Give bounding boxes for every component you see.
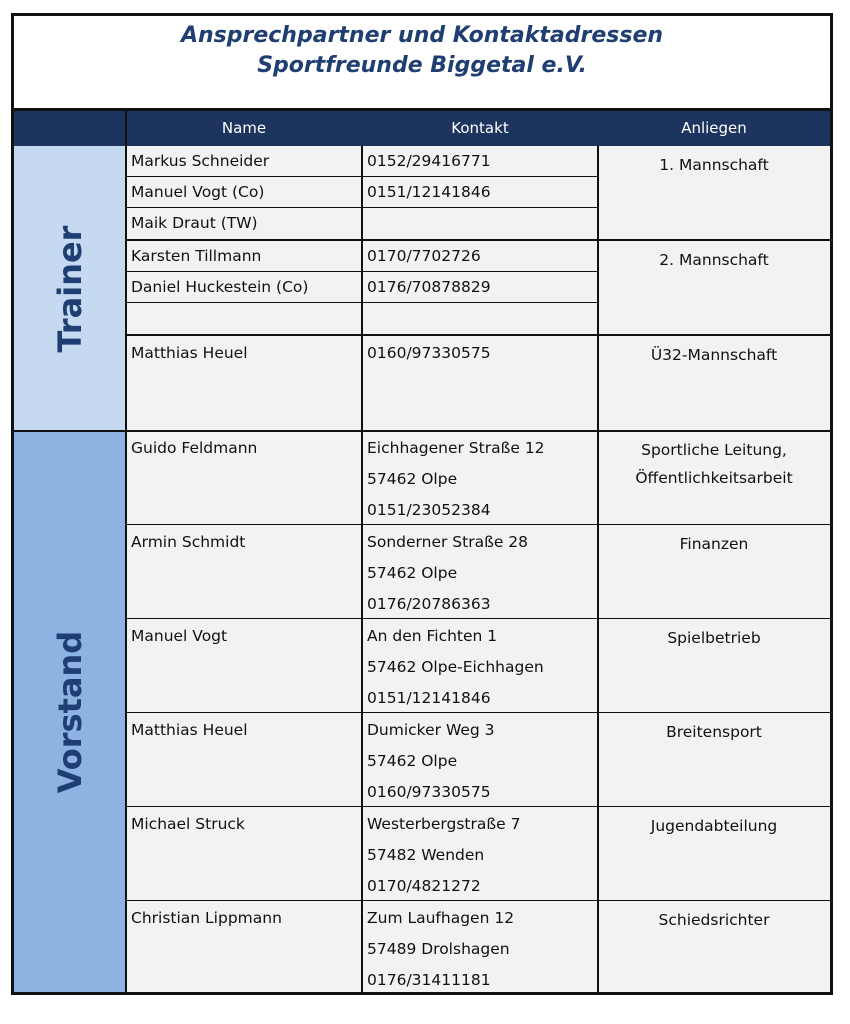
board-concern-cell: Spielbetrieb xyxy=(598,619,830,713)
address-city: 57462 Olpe xyxy=(367,564,458,582)
row-divider xyxy=(126,207,598,208)
column-header-contact: Kontakt xyxy=(362,111,598,146)
address-street: Dumicker Weg 3 xyxy=(367,721,495,739)
trainer-phone-cell: 0160/97330575 xyxy=(362,336,598,431)
team-concern-cell: 1. Mannschaft xyxy=(598,146,830,239)
board-address-cell xyxy=(362,619,598,713)
group-divider xyxy=(126,334,830,336)
row-divider xyxy=(126,900,830,901)
vorstand-label-text: Vorstand xyxy=(51,630,89,793)
board-name-cell xyxy=(126,525,362,619)
address-phone: 0151/12141846 xyxy=(367,689,491,707)
team-concern-cell: 2. Mannschaft xyxy=(598,241,830,334)
row-divider xyxy=(126,524,830,525)
board-name-cell xyxy=(126,619,362,713)
board-address-cell xyxy=(362,525,598,619)
address-city: 57462 Olpe-Eichhagen xyxy=(367,658,544,676)
board-concern-cell: Finanzen xyxy=(598,525,830,619)
address-phone: 0160/97330575 xyxy=(367,783,491,801)
page-title: Ansprechpartner und Kontaktadressen xyxy=(180,23,664,48)
address-street: Zum Laufhagen 12 xyxy=(367,909,515,927)
board-concern-cell: Breitensport xyxy=(598,713,830,807)
address-city: 57482 Wenden xyxy=(367,846,485,864)
trainer-name-cell: Markus Schneider xyxy=(126,146,362,177)
address-street: An den Fichten 1 xyxy=(367,627,498,645)
board-address-cell xyxy=(362,431,598,525)
row-divider xyxy=(126,806,830,807)
address-city: 57462 Olpe xyxy=(367,752,458,770)
row-divider xyxy=(126,302,598,303)
address-street: Eichhagener Straße 12 xyxy=(367,439,545,457)
board-member-name: Armin Schmidt xyxy=(131,533,246,551)
board-member-name: Manuel Vogt xyxy=(131,627,228,645)
concern-line: Sportliche Leitung, xyxy=(641,441,787,459)
address-phone: 0176/31411181 xyxy=(367,971,491,989)
board-name-cell xyxy=(126,901,362,992)
row-divider xyxy=(126,271,598,272)
trainer-name-cell: Karsten Tillmann xyxy=(126,241,362,272)
address-city: 57489 Drolshagen xyxy=(367,940,510,958)
address-phone: 0170/4821272 xyxy=(367,877,481,895)
board-concern-cell: Jugendabteilung xyxy=(598,807,830,901)
board-address-cell xyxy=(362,901,598,992)
column-divider xyxy=(361,146,363,992)
board-member-name: Christian Lippmann xyxy=(131,909,282,927)
trainer-phone-cell xyxy=(362,208,598,239)
section-divider xyxy=(14,430,830,432)
trainer-phone-cell: 0176/70878829 xyxy=(362,272,598,303)
board-name-cell xyxy=(126,431,362,525)
column-header-concern: Anliegen xyxy=(598,111,830,146)
row-divider xyxy=(126,712,830,713)
contact-sheet xyxy=(11,13,833,995)
column-divider xyxy=(125,111,127,992)
trainer-phone-cell xyxy=(362,303,598,334)
team-concern-cell: Ü32-Mannschaft xyxy=(598,336,830,431)
board-name-cell xyxy=(126,807,362,901)
board-member-name: Guido Feldmann xyxy=(131,439,258,457)
address-street: Westerbergstraße 7 xyxy=(367,815,521,833)
trainer-phone-cell: 0151/12141846 xyxy=(362,177,598,208)
concern-line: Öffentlichkeitsarbeit xyxy=(635,469,793,487)
board-concern-cell: Schiedsrichter xyxy=(598,901,830,992)
board-member-name: Matthias Heuel xyxy=(131,721,248,739)
trainer-name-cell: Matthias Heuel xyxy=(126,336,362,431)
trainer-phone-cell: 0170/7702726 xyxy=(362,241,598,272)
row-divider xyxy=(126,176,598,177)
board-name-cell xyxy=(126,713,362,807)
trainer-name-cell: Manuel Vogt (Co) xyxy=(126,177,362,208)
address-city: 57462 Olpe xyxy=(367,470,458,488)
trainer-label-text: Trainer xyxy=(51,225,89,352)
header-blank-cell xyxy=(14,111,126,146)
title-block xyxy=(14,16,830,111)
board-concern-cell xyxy=(598,431,830,525)
address-phone: 0151/23052384 xyxy=(367,501,491,519)
board-address-cell xyxy=(362,807,598,901)
group-divider xyxy=(126,239,830,241)
club-name: Sportfreunde Biggetal e.V. xyxy=(257,53,587,78)
section-label-vorstand xyxy=(14,431,126,992)
address-street: Sonderner Straße 28 xyxy=(367,533,529,551)
trainer-name-cell: Daniel Huckestein (Co) xyxy=(126,272,362,303)
column-header-name: Name xyxy=(126,111,362,146)
trainer-phone-cell: 0152/29416771 xyxy=(362,146,598,177)
board-address-cell xyxy=(362,713,598,807)
section-label-trainer xyxy=(14,146,126,431)
trainer-name-cell xyxy=(126,303,362,334)
column-divider xyxy=(597,146,599,992)
trainer-name-cell: Maik Draut (TW) xyxy=(126,208,362,239)
row-divider xyxy=(126,618,830,619)
address-phone: 0176/20786363 xyxy=(367,595,491,613)
board-member-name: Michael Struck xyxy=(131,815,245,833)
